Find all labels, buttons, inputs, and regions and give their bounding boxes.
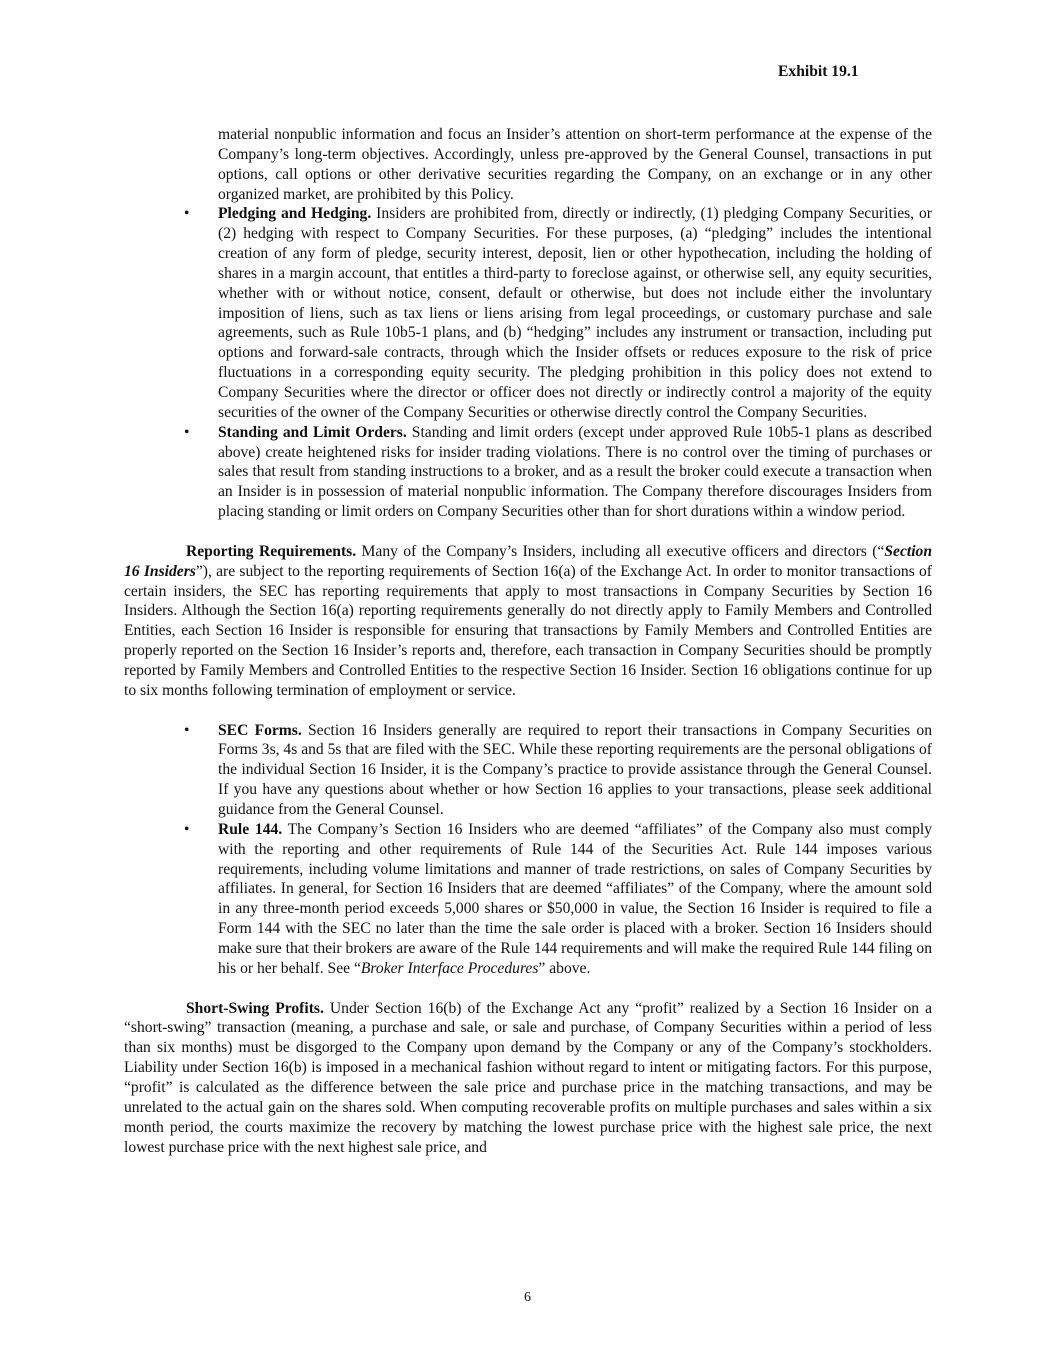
paragraph-text: Many of the Company’s Insiders, including all executive officers and directors (“ <box>356 542 885 560</box>
item-text: Standing and limit orders (except under approved Rule 10b5-1 plans as described above) create heightened risks for insider trading violations. There is no control over the timing of purchases or sales that result from standing instructions to a broker, and as a result the broker could execute a transaction when an Insider is in possession of material nonpublic information. The Company therefore discourages Insiders from placing standing or limit orders on Company Securities other than for short durations within a window period. <box>218 423 932 521</box>
paragraph-text: ”), are subject to the reporting requirements of Section 16(a) of the Exchange Act. In order to monitor transactions of certain insiders, the SEC has reporting requirements that apply to most transactions in Company Securities by Section 16 Insiders. Although the Section 16(a) reporting requirements generally do not directly apply to Family Members and Controlled Entities, each Section 16 Insider is responsible for ensuring that transactions by Family Members and Controlled Entities are properly reported on the Section 16 Insider’s reports and, therefore, each transaction in Company Securities should be promptly reported by Family Members and Controlled Entities to the respective Section 16 Insider. Section 16 obligations continue for up to six months following termination of employment or service. <box>124 562 932 699</box>
list-item-standing-limit-orders <box>124 423 932 522</box>
defined-term: Section 16 Insiders <box>124 542 933 580</box>
section-heading: Reporting Requirements. <box>186 542 357 560</box>
bullet-icon: • <box>184 423 190 441</box>
item-heading: Standing and Limit Orders. <box>218 423 407 441</box>
page-number: 6 <box>524 1290 531 1305</box>
reporting-list <box>124 721 932 979</box>
short-swing-profits-paragraph <box>124 999 932 1158</box>
item-heading: Pledging and Hedging. <box>218 205 372 223</box>
bullet-icon: • <box>184 721 190 739</box>
restrictions-list <box>124 204 932 522</box>
exhibit-label: Exhibit 19.1 <box>778 63 859 80</box>
cross-reference: Broker Interface Procedures <box>360 959 539 977</box>
item-heading: SEC Forms. <box>218 721 302 739</box>
list-item-pledging-hedging <box>124 204 932 422</box>
paragraph-text: Under Section 16(b) of the Exchange Act any “profit” realized by a Section 16 Insider on a “short-swing” transaction (meaning, a purchase and sale, or sale and purchase, of Company Securities within a period of less than six months) must be disgorged to the Company upon demand by the Company or any of the Company’s stockholders. Liability under Section 16(b) is imposed in a mechanical fashion without regard to intent or mitigating factors. For this purpose, “profit” is calculated as the difference between the sale price and purchase price in the matching transactions, and may be unrelated to the actual gain on the shares sold. When computing recoverable profits on multiple purchases and sales within a six month period, the courts maximize the recovery by matching the lowest purchase price with the highest sale price, the next lowest purchase price with the next highest sale price, and <box>124 999 932 1156</box>
document-body <box>124 125 932 1157</box>
bullet-icon: • <box>184 205 190 223</box>
reporting-requirements-paragraph <box>124 542 932 701</box>
bullet-icon: • <box>184 820 190 838</box>
item-text: ” above. <box>538 959 591 977</box>
continuation-paragraph: material nonpublic information and focus an Insider’s attention on short-term performance at the expense of the Company’s long-term objectives. Accordingly, unless pre-approved by the General Counsel, transactions in put options, call options or other derivative securities regarding the Company, on an exchange or in any other organized market, are prohibited by this Policy. <box>218 126 932 203</box>
item-text: Insiders are prohibited from, directly or indirectly, (1) pledging Company Securities, or (2) hedging with respect to Company Securities. For these purposes, (a) “pledging” includes the intentional creation of any form of pledge, security interest, deposit, lien or other hypothecation, including the holding of shares in a margin account, that entitles a third-party to foreclose against, or otherwise sell, any equity securities, whether with or without notice, consent, default or otherwise, but does not include either the involuntary imposition of liens, such as tax liens or liens arising from legal proceedings, or customary purchase and sale agreements, such as Rule 10b5-1 plans, and (b) “hedging” includes any instrument or transaction, including put options and forward-sale contracts, through which the Insider offsets or reduces exposure to the risk of price fluctuations in a corresponding equity security. The pledging prohibition in this policy does not extend to Company Securities where the director or officer does not directly or indirectly control a majority of the equity securities of the owner of the Company Securities or otherwise directly control the Company Securities. <box>218 205 932 421</box>
list-item-rule-144 <box>124 820 932 979</box>
section-heading: Short-Swing Profits. <box>186 999 324 1017</box>
list-item-sec-forms <box>124 721 932 820</box>
item-text: The Company’s Section 16 Insiders who are deemed “affiliates” of the Company also must comply with the reporting and other requirements of Rule 144 of the Securities Act. Rule 144 imposes various requirements, including volume limitations and manner of trade restrictions, on sales of Company Securities by affiliates. In general, for Section 16 Insiders that are deemed “affiliates” of the Company, where the amount sold in any three-month period exceeds 5,000 shares or $50,000 in value, the Section 16 Insider is required to file a Form 144 with the SEC no later than the time the sale order is placed with a broker. Section 16 Insiders should make sure that their brokers are aware of the Rule 144 requirements and will make the required Rule 144 filing on his or her behalf. See “ <box>218 820 933 977</box>
item-heading: Rule 144. <box>218 820 283 838</box>
item-text: Section 16 Insiders generally are required to report their transactions in Company Securities on Forms 3s, 4s and 5s that are filed with the SEC. While these reporting requirements are the personal obligations of the individual Section 16 Insider, it is the Company’s practice to provide assistance through the General Counsel. If you have any questions about whether or how Section 16 applies to your transactions, please seek additional guidance from the General Counsel. <box>218 721 932 818</box>
